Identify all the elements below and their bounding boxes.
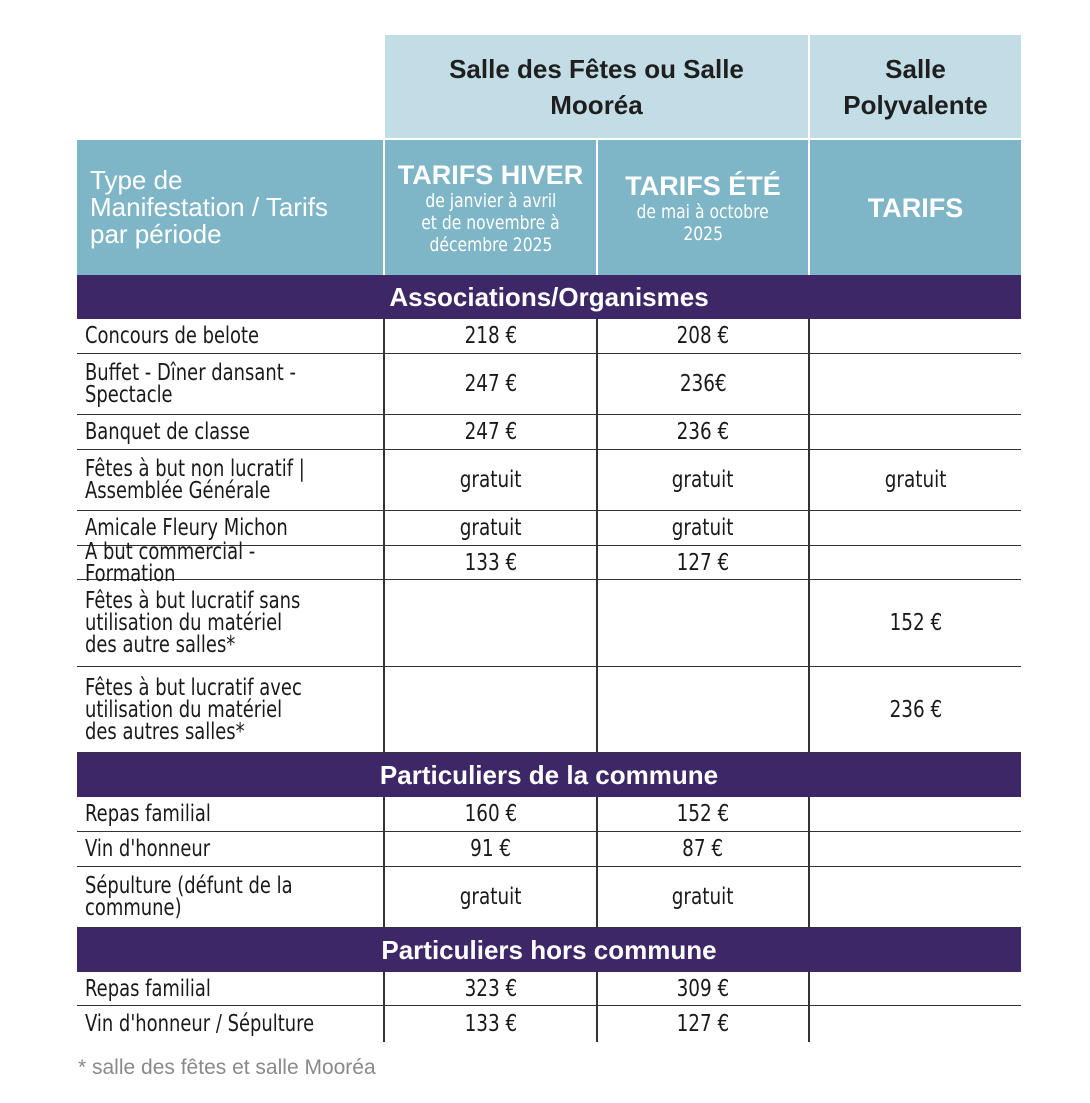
cell-tarif-polyvalente (810, 832, 1021, 866)
header-salle-polyvalente (810, 35, 1021, 138)
row-label-text: Fêtes à but lucratif avec utilisation du matériel des autres salles* (85, 674, 302, 745)
row-label (85, 1006, 383, 1042)
cell-tarif-hiver-text: 247 € (464, 371, 517, 397)
cell-tarif-hiver-text: 133 € (464, 1011, 517, 1037)
table-row (77, 1006, 1021, 1042)
cell-tarif-hiver (385, 415, 596, 449)
cell-tarif-ete-text: 127 € (676, 1011, 730, 1037)
section-header: Associations/Organismes (77, 275, 1021, 319)
table-body (77, 275, 1021, 1042)
header-hiver-sub2: et de novembre à (421, 211, 560, 234)
row-label-text: A but commercial - Formation (85, 538, 256, 587)
table-row (77, 667, 1021, 753)
cell-tarif-hiver (385, 1006, 596, 1042)
header-tarifs-poly (810, 140, 1021, 275)
row-label (85, 354, 383, 414)
header-tarifs-title: TARIFS (867, 192, 964, 223)
table-row (77, 832, 1021, 867)
cell-tarif-hiver-text: 160 € (464, 801, 517, 827)
cell-tarif-ete (598, 546, 808, 579)
cell-tarif-polyvalente (810, 867, 1021, 927)
cell-tarif-ete-text: gratuit (672, 515, 734, 541)
cell-tarif-polyvalente (810, 667, 1021, 752)
header-row-tarifs (77, 140, 1021, 275)
cell-tarif-ete-text: 152 € (676, 801, 730, 827)
cell-tarif-polyvalente (810, 972, 1021, 1005)
cell-tarif-polyvalente (810, 450, 1021, 510)
cell-tarif-hiver-text: gratuit (459, 467, 522, 493)
header-type-manifestation (77, 140, 383, 275)
header-ete-title: TARIFS ÉTÉ (625, 170, 781, 201)
cell-tarif-hiver-text: 218 € (464, 323, 517, 349)
row-label (85, 319, 383, 353)
table-row (77, 797, 1021, 832)
header-row-rooms (77, 35, 1021, 138)
cell-tarif-ete (598, 1006, 808, 1042)
table-row (77, 354, 1021, 415)
cell-tarif-polyvalente (810, 511, 1021, 545)
cell-tarif-hiver (385, 354, 596, 414)
cell-tarif-ete (598, 972, 808, 1005)
cell-tarif-ete (598, 832, 808, 866)
cell-tarif-ete-text: gratuit (672, 884, 734, 910)
cell-tarif-hiver (385, 972, 596, 1005)
row-label (85, 450, 383, 510)
cell-tarif-ete (598, 797, 808, 831)
row-label-text: Repas familial (85, 801, 211, 827)
table-row (77, 867, 1021, 928)
row-label (85, 797, 383, 831)
cell-tarif-hiver (385, 797, 596, 831)
row-label (85, 538, 383, 587)
cell-tarif-hiver (385, 832, 596, 866)
cell-tarif-hiver (385, 450, 596, 510)
cell-tarif-ete-text: 236€ (679, 371, 727, 397)
cell-tarif-ete-text: 127 € (676, 549, 730, 576)
table-row (77, 450, 1021, 511)
header-hiver-title: TARIFS HIVER (397, 159, 584, 190)
row-label-text: Fêtes à but non lucratif | Assemblée Générale (85, 456, 305, 504)
cell-tarif-hiver-text: 247 € (464, 419, 517, 445)
row-label-text: Amicale Fleury Michon (85, 515, 288, 541)
row-label (85, 415, 383, 449)
cell-tarif-ete-text: 87 € (682, 836, 724, 862)
table-row (77, 580, 1021, 667)
cell-tarif-ete (598, 354, 808, 414)
header-ete-sub2: 2025 (683, 222, 723, 245)
row-label-text: Banquet de classe (85, 419, 250, 445)
row-label (85, 972, 383, 1005)
header-ete-sub1: de mai à octobre (636, 200, 770, 223)
cell-tarif-ete-text: 309 € (676, 975, 730, 1002)
row-label (85, 580, 383, 666)
section-header: Particuliers de la commune (77, 753, 1021, 797)
row-label-text: Concours de belote (85, 323, 260, 349)
header-tarifs-ete (598, 140, 808, 275)
header-tarifs-hiver (385, 140, 596, 275)
cell-tarif-hiver-text: 133 € (464, 549, 517, 576)
cell-tarif-polyvalente (810, 319, 1021, 353)
row-label-text: Fêtes à but lucratif sans utilisation du matériel des autre salles* (85, 588, 301, 658)
header-hiver-sub3: décembre 2025 (429, 233, 552, 256)
cell-tarif-hiver (385, 580, 596, 666)
cell-tarif-hiver (385, 546, 596, 579)
cell-tarif-polyvalente (810, 354, 1021, 414)
cell-tarif-ete (598, 667, 808, 752)
header-hiver-sub1: de janvier à avril (424, 189, 556, 212)
cell-tarif-ete-text: gratuit (672, 467, 734, 493)
row-label-text: Vin d'honneur / Sépulture (85, 1011, 315, 1037)
row-label (85, 667, 383, 752)
header-salle-des-fetes (385, 35, 808, 138)
cell-tarif-hiver-text: 91 € (470, 836, 511, 862)
cell-tarif-ete-text: 208 € (676, 323, 730, 349)
section-header: Particuliers hors commune (77, 928, 1021, 972)
cell-tarif-polyvalente (810, 415, 1021, 449)
table-row (77, 319, 1021, 354)
cell-tarif-polyvalente-text: 236 € (889, 696, 942, 723)
cell-tarif-ete (598, 580, 808, 666)
cell-tarif-polyvalente-text: gratuit (884, 467, 947, 493)
cell-tarif-polyvalente (810, 1006, 1021, 1042)
header-salle-des-fetes-label: Salle des Fêtes ou Salle Mooréa (449, 53, 744, 120)
cell-tarif-polyvalente (810, 797, 1021, 831)
header-salle-polyvalente-label: Salle Polyvalente (843, 53, 988, 120)
cell-tarif-ete-text: 236 € (676, 419, 730, 445)
header-type-label: Type de Manifestation / Tarifs par période (90, 165, 328, 249)
cell-tarif-hiver-text: gratuit (459, 884, 522, 910)
cell-tarif-ete (598, 319, 808, 353)
row-label-text: Sépulture (défunt de la commune) (85, 873, 293, 921)
cell-tarif-polyvalente (810, 546, 1021, 579)
cell-tarif-hiver-text: 323 € (464, 975, 517, 1002)
cell-tarif-polyvalente (810, 580, 1021, 666)
cell-tarif-ete (598, 511, 808, 545)
cell-tarif-hiver-text: gratuit (459, 515, 522, 541)
row-label-text: Buffet - Dîner dansant - Spectacle (85, 360, 296, 408)
tariff-table (77, 35, 1021, 1042)
cell-tarif-polyvalente-text: 152 € (889, 610, 942, 636)
row-label (85, 832, 383, 866)
row-label-text: Vin d'honneur (85, 836, 211, 862)
cell-tarif-ete (598, 450, 808, 510)
table-row (77, 415, 1021, 450)
cell-tarif-ete (598, 415, 808, 449)
table-row (77, 972, 1021, 1006)
cell-tarif-hiver (385, 511, 596, 545)
row-label-text: Repas familial (85, 975, 211, 1002)
table-row (77, 538, 1021, 587)
row-label (85, 867, 383, 927)
footnote: * salle des fêtes et salle Mooréa (78, 1056, 376, 1079)
cell-tarif-hiver (385, 867, 596, 927)
cell-tarif-ete (598, 867, 808, 927)
cell-tarif-hiver (385, 667, 596, 752)
cell-tarif-hiver (385, 319, 596, 353)
